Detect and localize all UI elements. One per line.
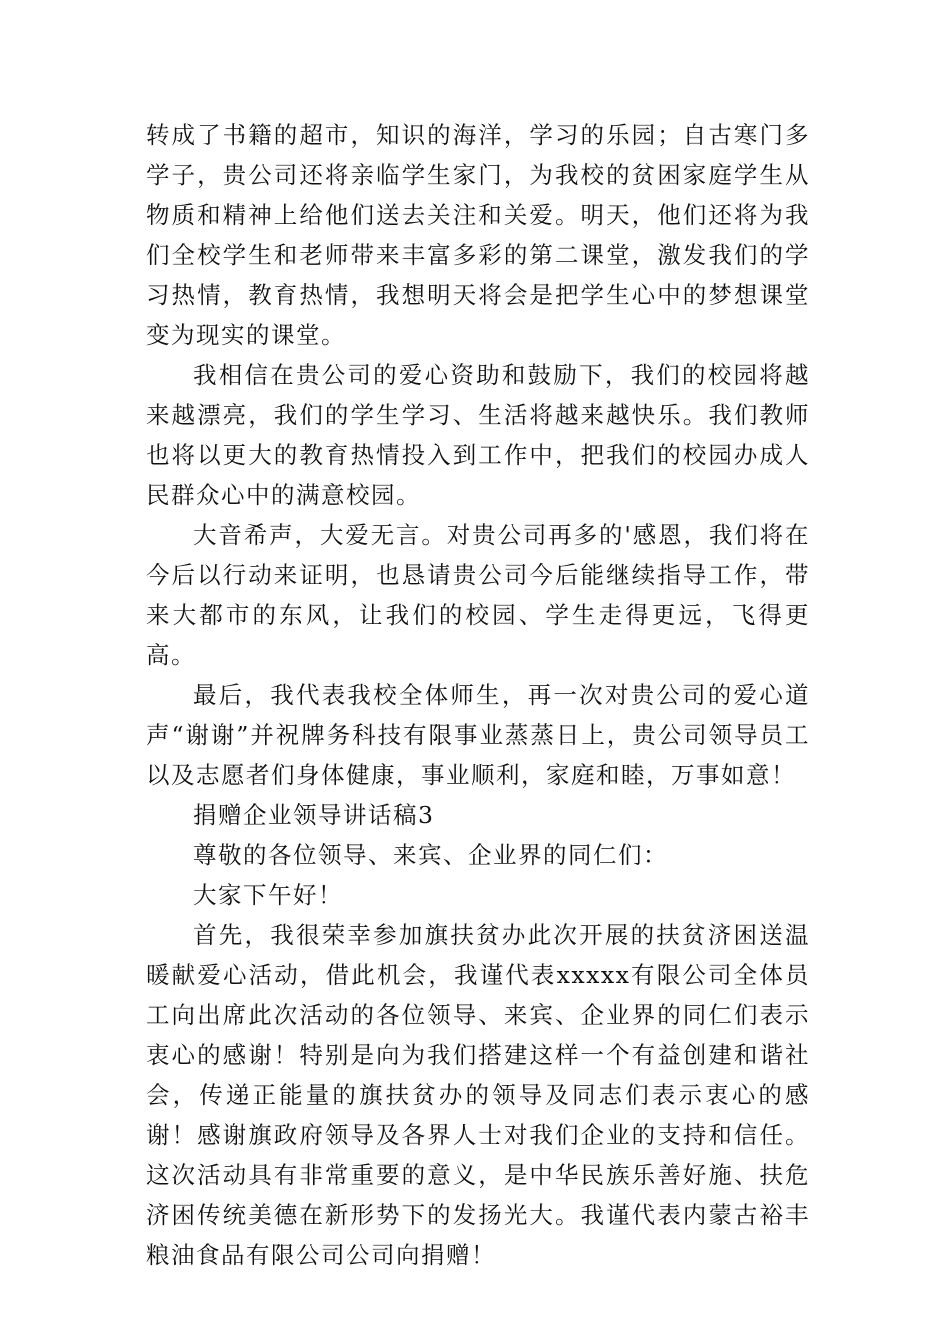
paragraph-4: 最后，我代表我校全体师生，再一次对贵公司的爱心道声“谢谢”并祝牌务科技有限事业蒸蒸日上，贵公司领导员工以及志愿者们身体健康，事业顺利，家庭和睦，万事如意！: [146, 681, 810, 789]
salutation: 尊敬的各位领导、来宾、企业界的同仁们：: [193, 841, 668, 869]
paragraph-5: 首先，我很荣幸参加旗扶贫办此次开展的扶贫济困送温暖献爱心活动，借此机会，我谨代表xxxxx有限公司全体员工向出席此次活动的各位领导、来宾、企业界的同仁们表示衷心的感谢！特别是向为我们搭建这样一个有益创建和谐社会，传递正能量的旗扶贫办的领导及同志们表示衷心的感谢！感谢旗政府领导及各界人士对我们企业的支持和信任。这次活动具有非常重要的意义，是中华民族乐善好施、扶危济困传统美德在新形势下的发扬光大。我谨代表内蒙古裕丰粮油食品有限公司公司向捐赠！: [146, 921, 810, 1269]
paragraph-1: 转成了书籍的超市，知识的海洋，学习的乐园；自古寒门多学子，贵公司还将亲临学生家门，为我校的贫困家庭学生从物质和精神上给他们送去关注和关爱。明天，他们还将为我们全校学生和老师带来丰富多彩的第二课堂，激发我们的学习热情，教育热情，我想明天将会是把学生心中的梦想课堂变为现实的课堂。: [146, 121, 810, 349]
greeting: 大家下午好！: [193, 881, 343, 909]
paragraph-2: 我相信在贵公司的爱心资助和鼓励下，我们的校园将越来越漂亮，我们的学生学习、生活将越来越快乐。我们教师也将以更大的教育热情投入到工作中，把我们的校园办成人民群众心中的满意校园。: [146, 361, 810, 509]
document-body: [146, 115, 810, 1275]
paragraph-3: 大音希声，大爱无言。对贵公司再多的'感恩，我们将在今后以行动来证明，也恳请贵公司今后能继续指导工作，带来大都市的东风，让我们的校园、学生走得更远，飞得更高。: [146, 521, 810, 669]
section-title: 捐赠企业领导讲话稿3: [193, 801, 435, 829]
